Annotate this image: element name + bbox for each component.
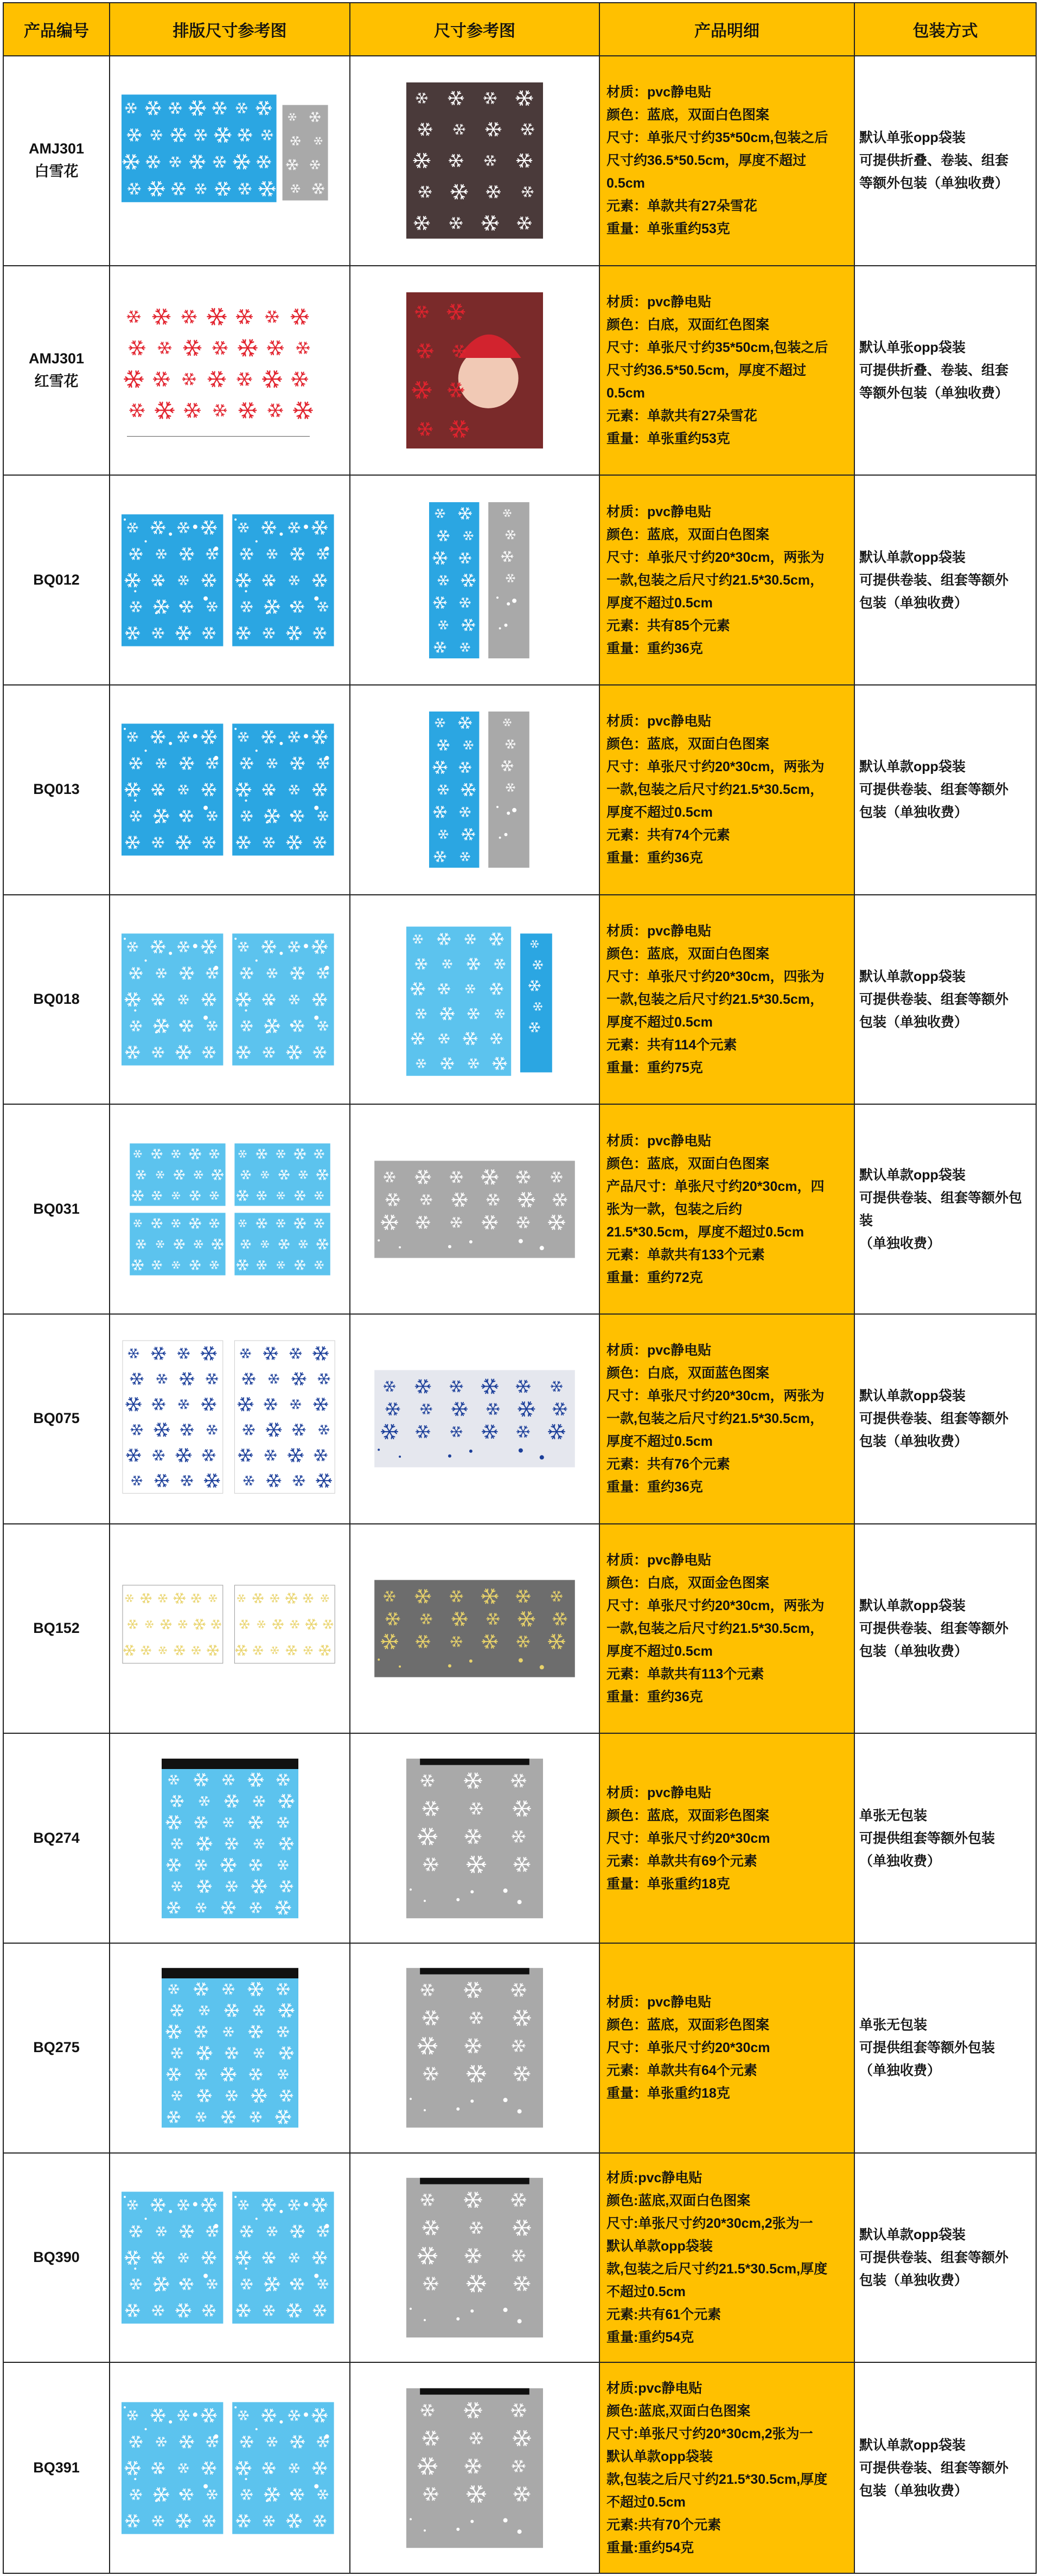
packaging-line: （单独收费） [859, 1235, 941, 1251]
size-reference-image [350, 2363, 600, 2573]
detail-line: 材质：pvc静电贴 [606, 1785, 712, 1800]
snowflake-illustration [361, 284, 589, 457]
detail-line: 尺寸：单张尺寸约35*50cm,包装之后 [606, 130, 828, 146]
detail-line: 元素：单款共有27朵雪花 [606, 408, 757, 424]
layout-reference-image [110, 266, 350, 476]
detail-line: 颜色：白底，双面金色图案 [606, 1575, 770, 1591]
packaging-cell [855, 1524, 1036, 1734]
detail-line: 颜色:蓝底,双面白色图案 [606, 2403, 751, 2419]
detail-line: 元素：单款共有27朵雪花 [606, 198, 757, 214]
product-details-cell [600, 1524, 855, 1734]
packaging-line: 默认单张opp袋装 [859, 130, 966, 146]
detail-line: 颜色：白底，双面蓝色图案 [606, 1366, 770, 1381]
detail-line: 尺寸：单张尺寸约35*50cm,包装之后 [606, 339, 828, 355]
product-code-cell [4, 2363, 110, 2573]
snowflake-illustration [116, 1123, 344, 1296]
detail-line: 0.5cm [606, 385, 645, 401]
snowflake-illustration [361, 1961, 589, 2135]
detail-line: 元素：单款共有113个元素 [606, 1666, 764, 1682]
size-reference-image [350, 685, 600, 895]
detail-line: 尺寸:单张尺寸约20*30cm,2张为一 [606, 2215, 813, 2231]
detail-line: 材质:pvc静电贴 [606, 2170, 702, 2186]
layout-reference-image [110, 1315, 350, 1524]
layout-reference-image [110, 685, 350, 895]
packaging-cell [855, 1105, 1036, 1315]
detail-line: 材质：pvc静电贴 [606, 1133, 712, 1149]
product-name: 红雪花 [34, 373, 79, 389]
layout-reference-image [110, 56, 350, 266]
detail-line: 尺寸约36.5*50.5cm，厚度不超过 [606, 153, 807, 169]
size-reference-image [350, 1315, 600, 1524]
packaging-line: 包装（单独收费） [859, 1014, 968, 1030]
layout-reference-image [110, 2363, 350, 2573]
detail-line: 张为一款，包装之后约 [606, 1201, 743, 1217]
detail-line: 颜色：蓝底，双面彩色图案 [606, 1808, 770, 1823]
detail-line: 材质：pvc静电贴 [606, 1552, 712, 1568]
detail-line: 颜色：蓝底，双面白色图案 [606, 527, 770, 542]
packaging-line: 可提供卷装、组套等额外 [859, 1411, 1009, 1427]
snowflake-illustration [116, 703, 344, 876]
packaging-line: 可提供卷装、组套等额外 [859, 572, 1009, 588]
detail-line: 款,包装之后尺寸约21.5*30.5cm,厚度 [606, 2261, 828, 2277]
detail-line: 一款,包装之后尺寸约21.5*30.5cm， [606, 1411, 824, 1427]
snowflake-illustration [116, 494, 344, 667]
packaging-line: 可提供卷装、组套等额外 [859, 782, 1009, 798]
detail-line: 尺寸：单张尺寸约20*30cm，两张为 [606, 1598, 825, 1613]
packaging-line: 等额外包装（单独收费） [859, 176, 1009, 191]
detail-line: 颜色：蓝底，双面白色图案 [606, 1156, 770, 1171]
product-table [3, 2, 1037, 2574]
packaging-line: 默认单张opp袋装 [859, 339, 966, 355]
product-code-cell [4, 266, 110, 476]
packaging-line: 包装（单独收费） [859, 1643, 968, 1659]
packaging-cell [855, 266, 1036, 476]
header-packaging: 包装方式 [855, 3, 1036, 56]
size-reference-image [350, 56, 600, 266]
packaging-line: 默认单款opp袋装 [859, 1167, 966, 1183]
product-details-cell [600, 2363, 855, 2573]
product-code-cell [4, 895, 110, 1105]
snowflake-illustration [361, 74, 589, 247]
snowflake-illustration [361, 2171, 589, 2344]
product-details-cell [600, 1105, 855, 1315]
packaging-line: 包装（单独收费） [859, 805, 968, 821]
packaging-line: 可提供折叠、卷装、组套 [859, 153, 1009, 169]
detail-line: 尺寸约36.5*50.5cm，厚度不超过 [606, 362, 807, 378]
snowflake-illustration [116, 284, 344, 457]
product-details-cell [600, 1944, 855, 2154]
product-details-cell [600, 1315, 855, 1524]
detail-line: 尺寸：单张尺寸约20*30cm，两张为 [606, 549, 825, 565]
packaging-line: 可提供组套等额外包装 [859, 1830, 995, 1846]
packaging-line: 默认单款opp袋装 [859, 1388, 966, 1404]
detail-line: 材质：pvc静电贴 [606, 1343, 712, 1359]
snowflake-illustration [116, 1332, 344, 1505]
detail-line: 一款,包装之后尺寸约21.5*30.5cm， [606, 991, 824, 1007]
detail-line: 厚度不超过0.5cm [606, 1434, 713, 1450]
snowflake-illustration [116, 1752, 344, 1925]
header-code: 产品编号 [4, 3, 110, 56]
product-name: 白雪花 [34, 163, 79, 180]
detail-line: 尺寸:单张尺寸约20*30cm,2张为一 [606, 2426, 813, 2442]
packaging-line: 可提供卷装、组套等额外 [859, 2250, 1009, 2265]
detail-line: 尺寸：单张尺寸约20*30cm [606, 2040, 770, 2056]
detail-line: 不超过0.5cm [606, 2494, 686, 2510]
size-reference-image [350, 1734, 600, 1944]
packaging-line: 默认单款opp袋装 [859, 969, 966, 984]
product-code: AMJ301 [28, 140, 85, 157]
product-code-cell [4, 1315, 110, 1524]
product-code: BQ012 [33, 571, 80, 588]
detail-line: 款,包装之后尺寸约21.5*30.5cm,厚度 [606, 2471, 828, 2487]
detail-line: 默认单款opp袋装 [606, 2449, 713, 2464]
detail-line: 材质：pvc静电贴 [606, 85, 712, 100]
packaging-cell [855, 685, 1036, 895]
packaging-line: 可提供组套等额外包装 [859, 2040, 995, 2056]
packaging-cell [855, 2363, 1036, 2573]
size-reference-image [350, 266, 600, 476]
header-details: 产品明细 [600, 3, 855, 56]
detail-line: 尺寸：单张尺寸约20*30cm [606, 1830, 770, 1846]
detail-line: 0.5cm [606, 176, 645, 191]
detail-line: 21.5*30.5cm，厚度不超过0.5cm [606, 1224, 804, 1240]
detail-line: 颜色：白底，双面红色图案 [606, 317, 770, 332]
snowflake-illustration [116, 913, 344, 1086]
product-code-cell [4, 1734, 110, 1944]
packaging-line: 可提供卷装、组套等额外 [859, 1620, 1009, 1636]
detail-line: 颜色：蓝底，双面彩色图案 [606, 2017, 770, 2033]
detail-line: 重量：重约75克 [606, 1060, 703, 1075]
size-reference-image [350, 895, 600, 1105]
snowflake-illustration [116, 2381, 344, 2555]
product-code: BQ275 [33, 2039, 80, 2056]
detail-line: 尺寸：单张尺寸约20*30cm，四张为 [606, 969, 825, 984]
snowflake-illustration [116, 74, 344, 247]
product-code: AMJ301 [28, 350, 85, 367]
product-details-cell [600, 895, 855, 1105]
snowflake-illustration [361, 1542, 589, 1715]
packaging-cell [855, 895, 1036, 1105]
layout-reference-image [110, 895, 350, 1105]
snowflake-illustration [361, 1752, 589, 1925]
size-reference-image [350, 1105, 600, 1315]
detail-line: 材质：pvc静电贴 [606, 294, 712, 310]
detail-line: 元素：共有76个元素 [606, 1457, 730, 1472]
detail-line: 产品尺寸：单张尺寸约20*30cm，四 [606, 1178, 825, 1194]
layout-reference-image [110, 1105, 350, 1315]
detail-line: 元素：共有85个元素 [606, 618, 730, 633]
packaging-line: 可提供卷装、组套等额外 [859, 991, 1009, 1007]
product-details-cell [600, 1734, 855, 1944]
packaging-line: 默认单款opp袋装 [859, 759, 966, 775]
detail-line: 颜色：蓝底，双面白色图案 [606, 736, 770, 752]
detail-line: 重量:重约54克 [606, 2329, 694, 2345]
packaging-cell [855, 476, 1036, 685]
packaging-line: 包装（单独收费） [859, 2483, 968, 2498]
detail-line: 一款,包装之后尺寸约21.5*30.5cm， [606, 1620, 824, 1636]
detail-line: 材质:pvc静电贴 [606, 2380, 702, 2396]
product-details-cell [600, 685, 855, 895]
layout-reference-image [110, 476, 350, 685]
packaging-line: 包装（单独收费） [859, 2272, 968, 2288]
product-details-cell [600, 56, 855, 266]
packaging-line: 默认单款opp袋装 [859, 2227, 966, 2242]
detail-line: 尺寸：单张尺寸约20*30cm，两张为 [606, 759, 825, 775]
product-code-cell [4, 2154, 110, 2363]
snowflake-illustration [361, 2381, 589, 2555]
product-code-cell [4, 1944, 110, 2154]
detail-line: 颜色:蓝底,双面白色图案 [606, 2193, 751, 2208]
snowflake-illustration [361, 703, 589, 876]
product-details-cell [600, 2154, 855, 2363]
product-code-cell [4, 685, 110, 895]
detail-line: 尺寸：单张尺寸约20*30cm，两张为 [606, 1388, 825, 1404]
product-code: BQ390 [33, 2249, 80, 2266]
detail-line: 重量：重约36克 [606, 1689, 703, 1704]
detail-line: 重量：重约72克 [606, 1270, 703, 1285]
packaging-line: 可提供折叠、卷装、组套 [859, 362, 1009, 378]
detail-line: 一款,包装之后尺寸约21.5*30.5cm， [606, 572, 824, 588]
snowflake-illustration [361, 913, 589, 1086]
product-code: BQ013 [33, 781, 80, 798]
packaging-cell [855, 1734, 1036, 1944]
product-code: BQ274 [33, 1829, 80, 1846]
detail-line: 一款,包装之后尺寸约21.5*30.5cm， [606, 782, 824, 798]
detail-line: 元素：共有114个元素 [606, 1037, 737, 1053]
detail-line: 材质：pvc静电贴 [606, 504, 712, 520]
packaging-line: 默认单款opp袋装 [859, 2437, 966, 2453]
detail-line: 厚度不超过0.5cm [606, 1014, 713, 1030]
snowflake-illustration [116, 2171, 344, 2344]
detail-line: 元素:共有61个元素 [606, 2306, 721, 2322]
header-layout-ref: 排版尺寸参考图 [110, 3, 350, 56]
layout-reference-image [110, 1524, 350, 1734]
detail-line: 元素：单款共有64个元素 [606, 2063, 757, 2079]
product-details-cell [600, 476, 855, 685]
detail-line: 厚度不超过0.5cm [606, 595, 713, 611]
detail-line: 默认单款opp袋装 [606, 2238, 713, 2254]
snowflake-illustration [116, 1542, 344, 1715]
packaging-line: （单独收费） [859, 2063, 941, 2079]
product-code-cell [4, 1524, 110, 1734]
detail-line: 重量：重约36克 [606, 640, 703, 656]
packaging-line: 包装（单独收费） [859, 1434, 968, 1450]
packaging-line: 默认单款opp袋装 [859, 1598, 966, 1613]
layout-reference-image [110, 2154, 350, 2363]
detail-line: 重量：单张重约18克 [606, 1876, 730, 1892]
packaging-cell [855, 56, 1036, 266]
product-details-cell [600, 266, 855, 476]
packaging-cell [855, 1315, 1036, 1524]
size-reference-image [350, 476, 600, 685]
detail-line: 元素：单款共有69个元素 [606, 1853, 757, 1869]
detail-line: 重量：单张重约53克 [606, 221, 730, 237]
packaging-line: 包装（单独收费） [859, 595, 968, 611]
product-code-cell [4, 476, 110, 685]
detail-line: 重量：单张重约18克 [606, 2086, 730, 2101]
product-code: BQ018 [33, 991, 80, 1008]
snowflake-illustration [361, 1332, 589, 1505]
product-code: BQ391 [33, 2459, 80, 2476]
packaging-cell [855, 2154, 1036, 2363]
layout-reference-image [110, 1944, 350, 2154]
detail-line: 颜色：蓝底，双面白色图案 [606, 946, 770, 962]
packaging-line: 可提供卷装、组套等额外包装 [859, 1190, 1023, 1228]
detail-line: 材质：pvc静电贴 [606, 923, 712, 939]
detail-line: 厚度不超过0.5cm [606, 805, 713, 821]
size-reference-image [350, 1524, 600, 1734]
snowflake-illustration [361, 1123, 589, 1296]
product-code: BQ031 [33, 1200, 80, 1217]
detail-line: 厚度不超过0.5cm [606, 1643, 713, 1659]
packaging-line: 单张无包装 [859, 2017, 928, 2033]
detail-line: 重量：重约36克 [606, 1479, 703, 1495]
detail-line: 重量:重约54克 [606, 2540, 694, 2555]
packaging-line: 等额外包装（单独收费） [859, 385, 1009, 401]
detail-line: 元素：共有74个元素 [606, 828, 730, 843]
detail-line: 重量：单张重约53克 [606, 431, 730, 446]
packaging-line: 可提供卷装、组套等额外 [859, 2460, 1009, 2476]
product-code-cell [4, 56, 110, 266]
packaging-line: （单独收费） [859, 1853, 941, 1869]
product-code-cell [4, 1105, 110, 1315]
detail-line: 材质：pvc静电贴 [606, 1995, 712, 2010]
detail-line: 元素:共有70个元素 [606, 2517, 721, 2533]
size-reference-image [350, 2154, 600, 2363]
snowflake-illustration [361, 494, 589, 667]
layout-reference-image [110, 1734, 350, 1944]
detail-line: 颜色：蓝底，双面白色图案 [606, 107, 770, 123]
packaging-cell [855, 1944, 1036, 2154]
header-size-ref: 尺寸参考图 [350, 3, 600, 56]
size-reference-image [350, 1944, 600, 2154]
detail-line: 材质：pvc静电贴 [606, 714, 712, 729]
packaging-line: 单张无包装 [859, 1808, 928, 1823]
detail-line: 重量：重约36克 [606, 850, 703, 866]
detail-line: 元素：单款共有133个元素 [606, 1247, 765, 1263]
product-code: BQ075 [33, 1410, 80, 1427]
detail-line: 不超过0.5cm [606, 2284, 686, 2299]
snowflake-illustration [116, 1961, 344, 2135]
product-code: BQ152 [33, 1620, 80, 1637]
packaging-line: 默认单款opp袋装 [859, 549, 966, 565]
